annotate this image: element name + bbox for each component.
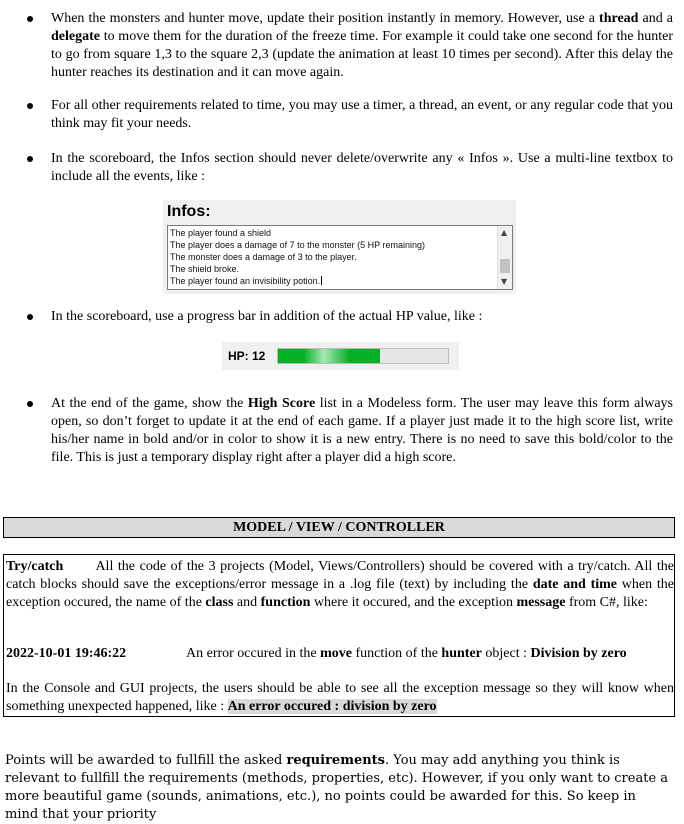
text-caret: [321, 276, 322, 285]
infos-line: The player does a damage of 7 to the monster (5 HP remaining): [170, 240, 425, 250]
bullet-dot: [27, 16, 33, 22]
infos-line: The player found a shield: [170, 228, 272, 238]
gui-error-highlight: An error occured : division by zero: [227, 699, 437, 714]
bullet-dot: [27, 314, 33, 320]
hp-figure: [222, 342, 459, 370]
bullet-text: For all other requirements related to time, you may use a timer, a thread, an event, or any regular code that you think may fit your needs.: [51, 98, 673, 131]
trycatch-description: Try/catch All the code of the 3 projects (Model, Views/Controllers) should be covered with a try/catch. All the catch blocks should save the exceptions/error message in a .log file (text) by including the date and time when the exception occured, the name of the class and function where it occured, and the exception message from C#, like:: [6, 559, 675, 610]
infos-figure: [163, 200, 516, 294]
mvc-section-header: MODEL / VIEW / CONTROLLER: [3, 517, 675, 538]
scrollbar-thumb[interactable]: [500, 259, 510, 273]
vertical-scrollbar[interactable]: [497, 226, 512, 289]
hp-label: HP: 12: [228, 349, 266, 363]
infos-line-last: The player found an invisibility potion.: [170, 276, 321, 286]
gui-error-description: In the Console and GUI projects, the users should be able to see all the exception message so they will know when something unexpected happened, like : An error occured : division by zero: [6, 681, 674, 714]
infos-line: The shield broke.: [170, 264, 240, 274]
scroll-up-arrow-icon[interactable]: ▲: [501, 228, 508, 237]
bullet-text: When the monsters and hunter move, update their position instantly in memory. However, use a thread and a delegate to move them for the duration of the freeze time. For example it could take one second for the hunter to go from square 1,3 to the square 2,3 (update the animation at least 10 times per second). After this delay the hunter reaches its destination and it can move again.: [51, 11, 673, 80]
bullet-text: At the end of the game, show the High Score list in a Modeless form. The user may leave this form always open, so don’t forget to update it at the end of each game. If a player just made it to the high score list, write his/her name in bold and/or in color to show it is a new entry. There is no need to save this bold/color to the file. This is just a temporary display right after a player did a high score.: [51, 396, 673, 465]
bullet-dot: [27, 156, 33, 162]
bullet-text: In the scoreboard, the Infos section should never delete/overwrite any « Infos ». Use a multi-line textbox to include all the events, like :: [51, 151, 673, 184]
bullet-dot: [27, 401, 33, 407]
example-log-message: An error occured in the move function of the hunter object : Division by zero: [186, 646, 627, 661]
example-timestamp: 2022-10-01 19:46:22: [6, 646, 127, 661]
trycatch-box: [3, 554, 675, 717]
infos-lines: [170, 227, 425, 287]
bullet-dot: [27, 103, 33, 109]
bullet-text: In the scoreboard, use a progress bar in addition of the actual HP value, like :: [51, 309, 483, 324]
infos-title: Infos:: [167, 203, 211, 220]
requirements-paragraph: Points will be awarded to fullfill the asked requirements. You may add anything you think is relevant to fullfill the requirements (methods, properties, etc). However, if you only want to create a more beautiful game (sounds, animations, etc.), no points could be awarded for this. So keep in mind that your priority: [5, 753, 669, 822]
infos-line: The monster does a damage of 3 to the player.: [170, 252, 357, 262]
scroll-down-arrow-icon[interactable]: ▼: [501, 277, 508, 286]
infos-textbox[interactable]: [167, 225, 513, 290]
hp-progress-fill: [278, 349, 380, 363]
hp-progress-bar: [277, 348, 449, 364]
